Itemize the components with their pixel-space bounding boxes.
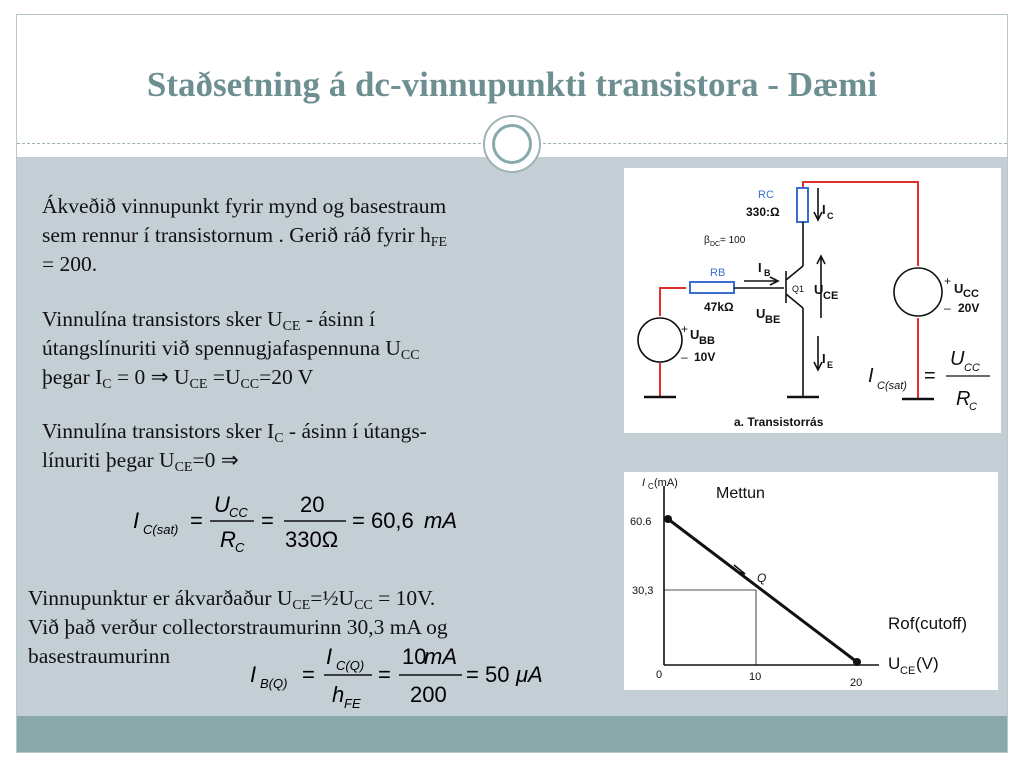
y-axis-unit: (mA) bbox=[654, 477, 678, 489]
label-ie: I bbox=[822, 351, 826, 366]
x-axis-label: U bbox=[888, 654, 901, 673]
text-fragment: útangslínuriti við spennugjafaspennuna U bbox=[42, 336, 401, 360]
label-ucc-sub: CC bbox=[963, 288, 979, 300]
y-axis-label: I bbox=[642, 477, 646, 489]
label-uce-sub: CE bbox=[823, 290, 839, 302]
label-ube-sub: BE bbox=[765, 314, 781, 326]
q-point-label: Q bbox=[757, 571, 767, 585]
transistor-emitter-leg bbox=[786, 294, 803, 308]
circuit-diagram bbox=[624, 168, 1001, 433]
label-ib-sub: B bbox=[764, 268, 771, 278]
text-fragment: FE bbox=[430, 235, 448, 250]
p3-line-1 bbox=[42, 417, 427, 446]
label-ubb: U bbox=[690, 327, 700, 342]
formula-ic-sat-num: U bbox=[214, 492, 230, 517]
circuit-formula-lhs: I bbox=[868, 365, 874, 387]
footer-band bbox=[17, 716, 1007, 752]
formula-ib-num2-unit: mA bbox=[424, 644, 457, 669]
text-fragment: =U bbox=[207, 365, 241, 389]
source-ucc bbox=[894, 268, 942, 316]
formula-ic-sat-lhs-sub: C(sat) bbox=[143, 522, 179, 537]
text-fragment: Vinnupunktur er ákvarðaður U bbox=[28, 586, 293, 610]
label-ubb-value: 10V bbox=[694, 350, 716, 364]
formula-ib-lhs-sub: B(Q) bbox=[260, 676, 288, 691]
transistor-collector-leg bbox=[786, 266, 803, 280]
text-fragment: CE bbox=[292, 598, 311, 613]
text-fragment: =½U bbox=[310, 586, 355, 610]
paragraph-1 bbox=[42, 192, 447, 279]
y-tick-60-6: 60.6 bbox=[630, 516, 652, 528]
p1-line-2 bbox=[42, 221, 447, 250]
text-fragment: Vinnulína transistors sker I bbox=[42, 419, 275, 443]
circuit-formula-num-sub: CC bbox=[964, 362, 980, 374]
label-beta-value: = 100 bbox=[720, 235, 746, 246]
loadline-graph-panel bbox=[624, 472, 998, 690]
label-ucc: U bbox=[954, 281, 964, 296]
formula-ic-sat bbox=[128, 488, 468, 558]
formula-ib-eq1: = bbox=[302, 662, 315, 687]
text-fragment: sem rennur í transistornum . Gerið ráð fyrir h bbox=[42, 223, 431, 247]
formula-ic-sat-result: = 60,6 bbox=[352, 508, 414, 533]
resistor-rc bbox=[797, 188, 808, 222]
formula-ib-num: I bbox=[326, 644, 333, 669]
circuit-diagram-panel bbox=[624, 168, 1001, 433]
p1-line-3: = 200. bbox=[42, 252, 98, 276]
formula-ic-sat-lhs: I bbox=[133, 508, 140, 533]
formula-ic-sat-den-sub: C bbox=[235, 540, 245, 555]
text-fragment: Vinnulína transistors sker U bbox=[42, 307, 283, 331]
formula-ib-result: = 50 bbox=[466, 662, 510, 687]
circuit-formula-eq: = bbox=[924, 365, 936, 387]
text-fragment: línuriti þegar U bbox=[42, 448, 175, 472]
text-fragment: CE bbox=[189, 377, 208, 392]
formula-ic-sat-num-sub: CC bbox=[229, 505, 248, 520]
circuit-formula-den: R bbox=[956, 388, 971, 410]
p2-line-3 bbox=[42, 363, 420, 392]
circuit-wires-red bbox=[660, 182, 918, 398]
wire-ubb-to-rb bbox=[660, 288, 686, 316]
loadline-graph bbox=[624, 472, 998, 690]
formula-ic-sat-num2: 20 bbox=[300, 492, 325, 517]
formula-ib-lhs: I bbox=[250, 662, 257, 687]
formula-ic-sat-eq1: = bbox=[190, 508, 203, 533]
label-ucc-minus: – bbox=[944, 301, 951, 315]
label-q1: Q1 bbox=[792, 284, 805, 294]
formula-ic-sat-den2: 330Ω bbox=[285, 527, 339, 552]
formula-ic-sat-eq2: = bbox=[261, 508, 274, 533]
source-ubb bbox=[638, 318, 682, 362]
label-ubb-plus: + bbox=[681, 322, 689, 336]
formula-ib-den: h bbox=[332, 682, 345, 707]
circuit-wires-black bbox=[734, 188, 825, 396]
label-ucc-plus: + bbox=[944, 274, 952, 288]
text-fragment: CC bbox=[400, 348, 420, 363]
text-fragment: = 0 ⇒ U bbox=[111, 365, 190, 389]
label-rb: RB bbox=[710, 267, 726, 279]
cutoff-point bbox=[853, 658, 861, 666]
text-fragment: CE bbox=[282, 319, 301, 334]
text-fragment: - ásinn í bbox=[300, 307, 376, 331]
circle-ornament-inner bbox=[492, 124, 532, 164]
formula-ic-sat-unit: mA bbox=[424, 508, 457, 533]
p4-line-1 bbox=[28, 584, 448, 613]
label-ube: U bbox=[756, 306, 766, 321]
label-ubb-minus: – bbox=[681, 350, 688, 364]
label-ic-sub: C bbox=[827, 211, 834, 221]
circuit-caption: a. Transistorrás bbox=[734, 415, 824, 429]
paragraph-2 bbox=[42, 305, 420, 392]
formula-ib-den-sub: FE bbox=[344, 696, 361, 711]
p3-line-2 bbox=[42, 446, 427, 475]
circle-ornament bbox=[483, 115, 541, 173]
text-fragment: C bbox=[102, 377, 112, 392]
x-axis-unit: (V) bbox=[916, 654, 939, 673]
label-ic: I bbox=[822, 202, 826, 217]
text-fragment: =20 V bbox=[259, 365, 314, 389]
p2-line-2 bbox=[42, 334, 420, 363]
saturation-label: Mettun bbox=[716, 485, 765, 502]
formula-ib-num-sub: C(Q) bbox=[336, 658, 365, 673]
formula-ib-num2: 10 bbox=[402, 644, 427, 669]
circuit-formula-num: U bbox=[950, 348, 965, 370]
y-tick-30-3: 30,3 bbox=[632, 585, 654, 597]
cutoff-label: Rof(cutoff) bbox=[888, 614, 968, 633]
x-tick-10: 10 bbox=[749, 671, 762, 683]
label-ie-sub: E bbox=[827, 360, 834, 370]
text-fragment: C bbox=[274, 431, 284, 446]
p2-line-1 bbox=[42, 305, 420, 334]
label-rc: RC bbox=[758, 189, 774, 201]
text-fragment: CE bbox=[174, 460, 193, 475]
formula-ic-sat-den: R bbox=[220, 527, 236, 552]
slide-title: Staðsetning á dc-vinnupunkti transistora - Dæmi bbox=[146, 65, 878, 104]
formula-ib-eq2: = bbox=[378, 662, 391, 687]
text-fragment: þegar I bbox=[42, 365, 103, 389]
formula-ib-q bbox=[244, 640, 564, 715]
p4-line-2: Við það verður collectorstraumurinn 30,3 mA og bbox=[28, 615, 448, 639]
circuit-formula-lhs-sub: C(sat) bbox=[877, 380, 907, 392]
wire-rc-to-ucc bbox=[803, 182, 918, 266]
label-beta-sub: DC bbox=[710, 241, 721, 248]
formula-ib-den2: 200 bbox=[410, 682, 447, 707]
p4-line-3: basestraumurinn bbox=[28, 644, 171, 668]
label-beta: β bbox=[704, 235, 710, 246]
x-axis-label-sub: CE bbox=[900, 665, 916, 677]
paragraph-3 bbox=[42, 417, 427, 475]
saturation-point bbox=[664, 515, 672, 523]
label-rb-value: 47kΩ bbox=[704, 300, 734, 314]
x-tick-0: 0 bbox=[656, 669, 663, 681]
load-line bbox=[668, 519, 857, 662]
y-axis-label-sub: C bbox=[648, 482, 654, 491]
text-fragment: - ásinn í útangs- bbox=[283, 419, 427, 443]
text-fragment: CC bbox=[354, 598, 373, 613]
resistor-rb bbox=[690, 282, 734, 293]
text-fragment: =0 ⇒ bbox=[192, 448, 239, 472]
label-uce: U bbox=[814, 282, 824, 297]
label-rc-value: 330:Ω bbox=[746, 205, 780, 219]
label-ubb-sub: BB bbox=[699, 335, 715, 347]
text-fragment: CC bbox=[240, 377, 260, 392]
x-tick-20: 20 bbox=[850, 677, 863, 689]
circuit-formula-den-sub: C bbox=[969, 401, 977, 413]
formula-ib-unit: μA bbox=[516, 662, 543, 687]
text-fragment: = 10V. bbox=[372, 586, 436, 610]
label-ib: I bbox=[758, 260, 762, 275]
label-ucc-value: 20V bbox=[958, 301, 980, 315]
p1-line-1: Ákveðið vinnupunkt fyrir mynd og basestraum bbox=[42, 194, 447, 218]
